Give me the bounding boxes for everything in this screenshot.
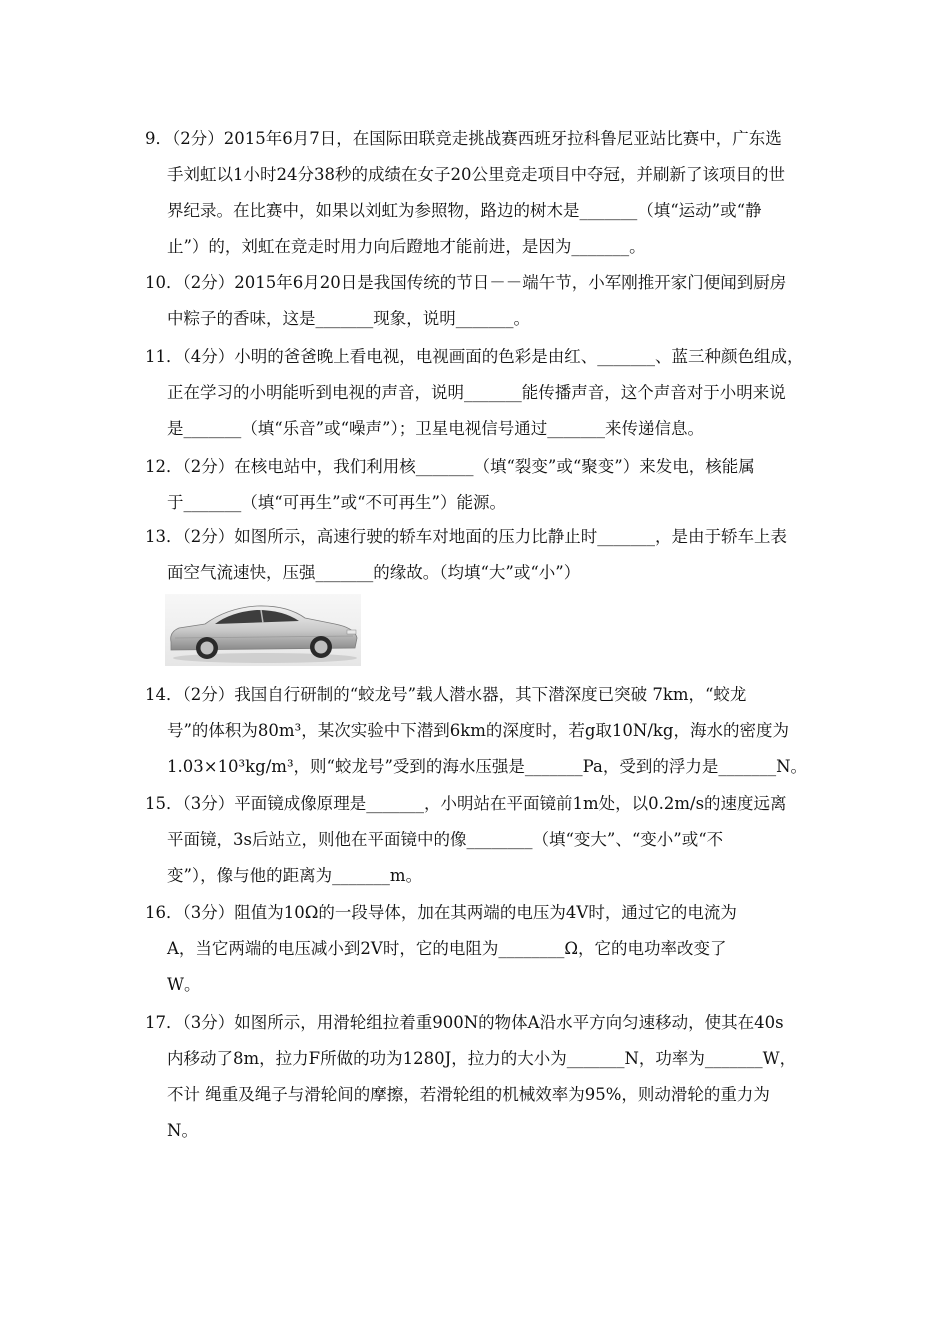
question-line: 15．（3分）平面镜成像原理是_______，小明站在平面镜前1m处，以0.2m/s的速度远离 [145,794,787,813]
question-line: 14．（2分）我国自行研制的“蛟龙号”载人潜水器，其下潜深度已突破 7km，“蛟龙 [145,685,747,704]
question-12 [145,449,815,521]
question-17 [145,1005,815,1149]
car-image [165,594,361,666]
question-line: 变”），像与他的距离为_______m。 [167,866,423,885]
question-line: 16．（3分）阻值为10Ω的一段导体，加在其两端的电压为4V时，通过它的电流为 [145,903,737,922]
question-line: 内移动了8m，拉力F所做的功为1280J，拉力的大小为_______N，功率为_______W， [167,1049,797,1068]
question-line: 平面镜，3s后站立，则他在平面镜中的像________（填“变大”、“变小”或“不 [167,830,724,849]
question-line: 中粽子的香味，这是_______现象，说明_______。 [167,309,530,328]
question-line: 不计 绳重及绳子与滑轮间的摩擦，若滑轮组的机械效率为95%，则动滑轮的重力为 [167,1085,770,1104]
question-line: 17．（3分）如图所示，用滑轮组拉着重900N的物体A沿水平方向匀速移动，使其在40s [145,1013,784,1032]
question-line: A，当它两端的电压减小到2V时，它的电阻为________Ω，它的电功率改变了 [167,939,727,958]
question-10 [145,265,815,337]
question-line: 9．（2分）2015年6月7日，在国际田联竞走挑战赛西班牙拉科鲁尼亚站比赛中，广东选 [145,129,782,148]
question-line: 界纪录。在比赛中，如果以刘虹为参照物，路边的树木是_______（填“运动”或“静 [167,201,762,220]
question-line: 12．（2分）在核电站中，我们利用核_______（填“裂变”或“聚变”）来发电，核能属 [145,457,755,476]
question-13 [145,519,815,591]
question-line: 于_______（填“可再生”或“不可再生”）能源。 [167,493,506,512]
question-line: 10．（2分）2015年6月20日是我国传统的节日－－端午节，小军刚推开家门便闻到厨房 [145,273,787,292]
question-line: 面空气流速快，压强_______的缘故。（均填“大”或“小”） [167,563,581,582]
question-line: 13．（2分）如图所示，高速行驶的轿车对地面的压力比静止时_______，是由于轿车上表 [145,527,787,546]
question-line: 是_______（填“乐音”或“噪声”）；卫星电视信号通过_______来传递信息。 [167,419,704,438]
question-14 [145,677,815,785]
question-line: 1.03×10³kg/m³，则“蛟龙号”受到的海水压强是_______Pa，受到的浮力是_______N。 [167,757,808,776]
question-line: 11．（4分）小明的爸爸晚上看电视，电视画面的色彩是由红、_______、蓝三种颜色组成， [145,347,804,366]
question-16 [145,895,815,1003]
question-line: 止”）的，刘虹在竞走时用力向后蹬地才能前进，是因为_______。 [167,237,646,256]
question-line: N。 [167,1121,198,1140]
question-line: 正在学习的小明能听到电视的声音，说明_______能传播声音，这个声音对于小明来说 [167,383,786,402]
question-line: 号”的体积为80m³，某次实验中下潜到6km的深度时，若g取10N/kg，海水的密度为 [167,721,789,740]
question-line: W。 [167,975,201,994]
question-line: 手刘虹以1小时24分38秒的成绩在女子20公里竞走项目中夺冠，并刷新了该项目的世 [167,165,785,184]
question-11 [145,339,815,447]
question-9 [145,121,815,265]
question-15 [145,786,815,894]
